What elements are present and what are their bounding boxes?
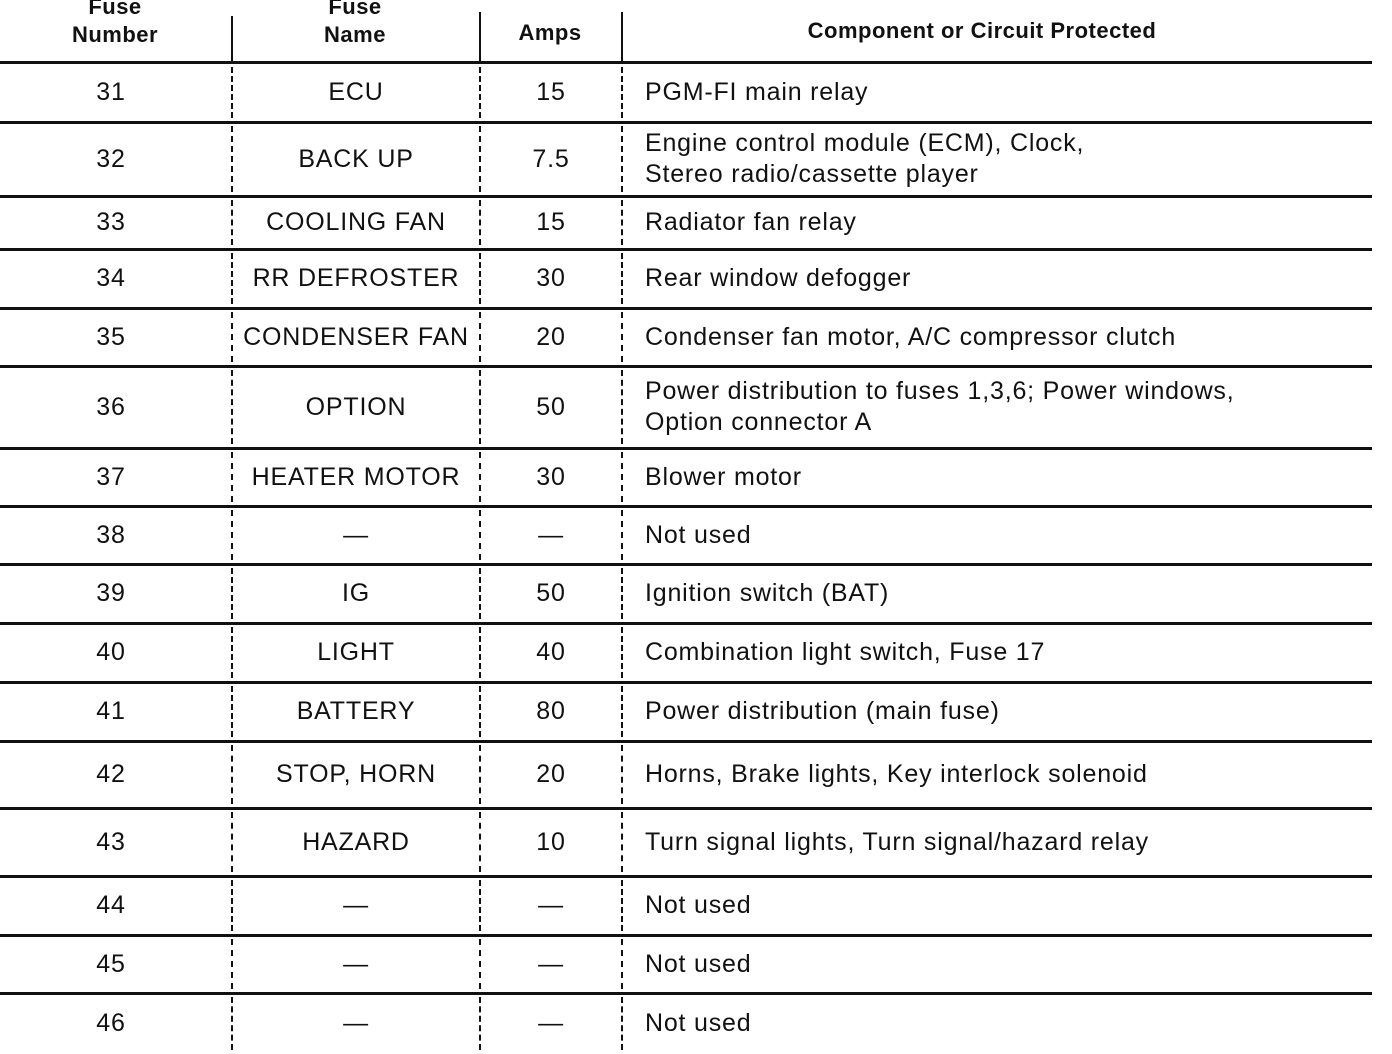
fuse-name-cell: HAZARD [302,827,410,856]
column-divider [479,67,481,118]
component-cell: Ignition switch (BAT) [645,579,890,607]
fuse-number-cell: 46 [96,1009,126,1037]
column-divider [621,67,623,118]
column-divider [479,312,481,362]
column-divider [621,939,623,989]
component-cell: Radiator fan relay [645,208,857,236]
column-divider [621,686,623,737]
fuse-name-cell: BATTERY [296,697,416,725]
table-row [0,808,1372,876]
fuse-number-cell: 38 [96,520,126,549]
column-divider [231,568,233,619]
fuse-name-cell: — [343,520,369,549]
column-divider [231,126,233,192]
column-divider [479,568,481,619]
header-amps [480,8,620,58]
column-divider [231,686,233,737]
amps-cell: — [538,520,564,549]
table-row [0,448,1372,506]
fuse-name-cell: — [343,891,369,919]
column-divider [621,510,623,560]
component-cell: Turn signal lights, Turn signal/hazard relay [645,827,1149,856]
amps-cell: 50 [536,579,566,607]
column-divider [621,568,623,619]
header-component-label: Component or Circuit Protected [807,18,1157,43]
amps-cell: 15 [536,208,566,236]
table-row [0,63,1372,122]
column-divider [479,812,481,872]
component-cell: Blower motor [645,462,802,491]
header-divider [479,12,481,62]
component-cell: Not used [645,949,752,978]
fuse-name-cell: BACK UP [298,144,414,173]
fuse-number-cell: 45 [96,949,126,978]
column-divider [479,627,481,678]
table-row [0,623,1372,682]
amps-cell: 10 [536,827,566,856]
fuse-number-cell: 44 [96,891,126,919]
fuse-number-cell: 39 [96,579,126,607]
header-fuse-name-line1: Fuse [328,0,382,19]
column-divider [479,510,481,560]
header-component [622,4,1342,58]
header-fuse-number-line1: Fuse [88,0,142,19]
fuse-name-cell: COOLING FAN [266,208,446,236]
fuse-number-cell: 36 [96,392,126,421]
fuse-name-cell: CONDENSER FAN [243,322,469,351]
amps-cell: 20 [536,760,566,788]
amps-cell: — [538,891,564,919]
fuse-number-cell: 34 [96,264,126,292]
table-row [0,249,1372,308]
column-divider [479,880,481,931]
column-divider [231,510,233,560]
column-divider [231,745,233,804]
table-row [0,741,1372,808]
table-row [0,308,1372,366]
header-fuse-name-line2: Name [324,22,386,47]
column-divider [231,939,233,989]
column-divider [231,253,233,304]
column-divider [231,880,233,931]
table-row [0,993,1372,1054]
amps-cell: 30 [536,264,566,292]
header-divider [231,16,233,62]
fuse-name-cell: STOP, HORN [276,760,436,788]
column-divider [621,200,623,245]
table-row [0,876,1372,935]
column-divider [231,997,233,1050]
fuse-number-cell: 41 [96,697,126,725]
header-divider [621,12,623,62]
fuse-name-cell: HEATER MOTOR [251,462,461,491]
fuse-number-cell: 40 [96,638,126,666]
table-row [0,506,1372,564]
component-cell: Engine control module (ECM), Clock, Stereo radio/cassette player [645,129,1085,188]
column-divider [479,997,481,1050]
component-cell: Combination light switch, Fuse 17 [645,638,1046,666]
column-divider [231,200,233,245]
fuse-number-cell: 43 [96,827,126,856]
fuse-number-cell: 42 [96,760,126,788]
component-cell: PGM-FI main relay [645,78,869,106]
fuse-number-cell: 37 [96,462,126,491]
component-cell: Rear window defogger [645,264,912,292]
fuse-name-cell: IG [342,579,370,607]
column-divider [479,200,481,245]
column-divider [621,997,623,1050]
fuse-name-cell: LIGHT [317,638,395,666]
column-divider [231,370,233,444]
column-divider [621,370,623,444]
amps-cell: 20 [536,322,566,351]
column-divider [231,312,233,362]
column-divider [621,880,623,931]
header-fuse-number [0,0,230,52]
table-row [0,366,1372,448]
amps-cell: — [538,949,564,978]
column-divider [479,452,481,502]
column-divider [621,745,623,804]
fuse-name-cell: OPTION [305,392,407,421]
column-divider [231,627,233,678]
column-divider [479,745,481,804]
header-fuse-name [232,0,478,52]
fuse-name-cell: ECU [328,78,384,106]
amps-cell: 40 [536,638,566,666]
fuse-name-cell: — [343,949,369,978]
table-row [0,682,1372,741]
table-row [0,196,1372,249]
fuse-number-cell: 33 [96,208,126,236]
table-row [0,564,1372,623]
table-header [0,0,1392,62]
column-divider [479,253,481,304]
amps-cell: 30 [536,462,566,491]
column-divider [479,939,481,989]
table-row [0,122,1372,196]
column-divider [621,812,623,872]
fuse-name-cell: — [343,1009,369,1037]
header-fuse-number-line2: Number [71,22,159,47]
fuse-number-cell: 31 [96,78,126,106]
column-divider [621,312,623,362]
column-divider [621,253,623,304]
column-divider [231,452,233,502]
component-cell: Not used [645,891,752,919]
column-divider [231,67,233,118]
column-divider [621,627,623,678]
column-divider [231,812,233,872]
component-cell: Horns, Brake lights, Key interlock solenoid [645,760,1148,788]
amps-cell: 15 [536,78,566,106]
column-divider [621,126,623,192]
component-cell: Condenser fan motor, A/C compressor clutch [645,322,1177,351]
fuse-number-cell: 35 [96,322,126,351]
amps-cell: — [538,1009,564,1037]
column-divider [621,452,623,502]
fuse-name-cell: RR DEFROSTER [252,264,460,292]
amps-cell: 50 [536,392,566,421]
column-divider [479,126,481,192]
header-amps-label: Amps [518,20,582,45]
column-divider [479,686,481,737]
fuse-number-cell: 32 [96,144,126,173]
table-row [0,935,1372,993]
column-divider [479,370,481,444]
component-cell: Power distribution to fuses 1,3,6; Power windows, Option connector A [645,377,1235,436]
component-cell: Power distribution (main fuse) [645,697,1000,725]
component-cell: Not used [645,520,752,549]
amps-cell: 7.5 [532,144,570,173]
amps-cell: 80 [536,697,566,725]
component-cell: Not used [645,1009,752,1037]
